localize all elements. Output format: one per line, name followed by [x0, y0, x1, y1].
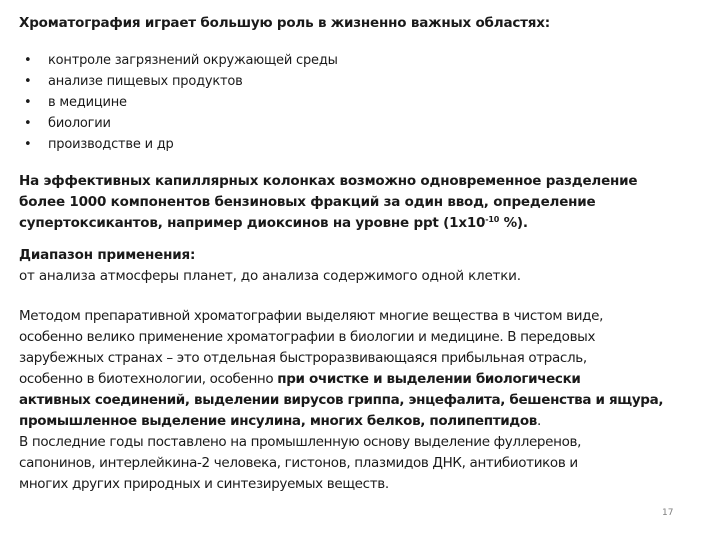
range-text: от анализа атмосферы планет, до анализа содержимого одной клетки.: [19, 268, 521, 284]
methods-line-bold: при очистке и выделении биологически: [277, 371, 581, 387]
capillary-line-1: На эффективных капиллярных колонках возможно одновременное разделение: [19, 173, 638, 189]
methods-line-end: .: [536, 413, 541, 429]
application-range: [19, 245, 709, 287]
bullet-icon: •: [24, 95, 32, 110]
list-item: [24, 113, 338, 134]
list-item-text: в медицине: [48, 95, 127, 110]
slide-heading: Хроматография играет большую роль в жизненно важных областях:: [19, 15, 550, 31]
page-number: 17: [662, 508, 674, 518]
methods-line-bold: промышленное выделение инсулина, многих белков, полипептидов: [19, 413, 537, 429]
bullet-icon: •: [24, 74, 32, 89]
capillary-line-2: более 1000 компонентов бензиновых фракций за один ввод, определение: [19, 194, 596, 210]
methods-line: особенно велико применение хроматографии в биологии и медицине. В передовых: [19, 329, 596, 345]
list-item-text: производстве и др: [48, 137, 174, 152]
capillary-line-3-end: %).: [499, 215, 528, 231]
list-item-text: биологии: [48, 116, 111, 131]
methods-line: [19, 390, 709, 411]
methods-line-bold: активных соединений, выделении вирусов гриппа, энцефалита, бешенства и ящура,: [19, 392, 664, 408]
methods-line: Методом препаративной хроматографии выделяют многие вещества в чистом виде,: [19, 308, 604, 324]
methods-line: зарубежных странах – это отдельная быстроразвивающаяся прибыльная отрасль,: [19, 350, 587, 366]
range-title: Диапазон применения:: [19, 247, 196, 263]
list-item: [24, 92, 338, 113]
bullet-icon: •: [24, 53, 32, 68]
capillary-columns-paragraph: [19, 171, 709, 234]
bullet-icon: •: [24, 137, 32, 152]
methods-line-normal: особенно в биотехнологии, особенно: [19, 371, 278, 387]
application-areas-list: [24, 50, 338, 155]
preparative-chromatography-paragraph: [19, 306, 709, 495]
methods-line: [19, 411, 709, 432]
exponent: -10: [485, 215, 500, 224]
methods-line: [19, 369, 709, 390]
bullet-icon: •: [24, 116, 32, 131]
methods-line: сапонинов, интерлейкина-2 человека, гистонов, плазмидов ДНК, антибиотиков и: [19, 455, 578, 471]
methods-line: многих других природных и синтезируемых веществ.: [19, 476, 389, 492]
list-item: [24, 134, 338, 155]
list-item-text: контроле загрязнений окружающей среды: [48, 53, 338, 68]
capillary-line-3: супертоксикантов, например диоксинов на уровне ppt (1х10: [19, 215, 486, 231]
list-item-text: анализе пищевых продуктов: [48, 74, 243, 89]
methods-line: В последние годы поставлено на промышленную основу выделение фуллеренов,: [19, 434, 582, 450]
list-item: [24, 50, 338, 71]
list-item: [24, 71, 338, 92]
